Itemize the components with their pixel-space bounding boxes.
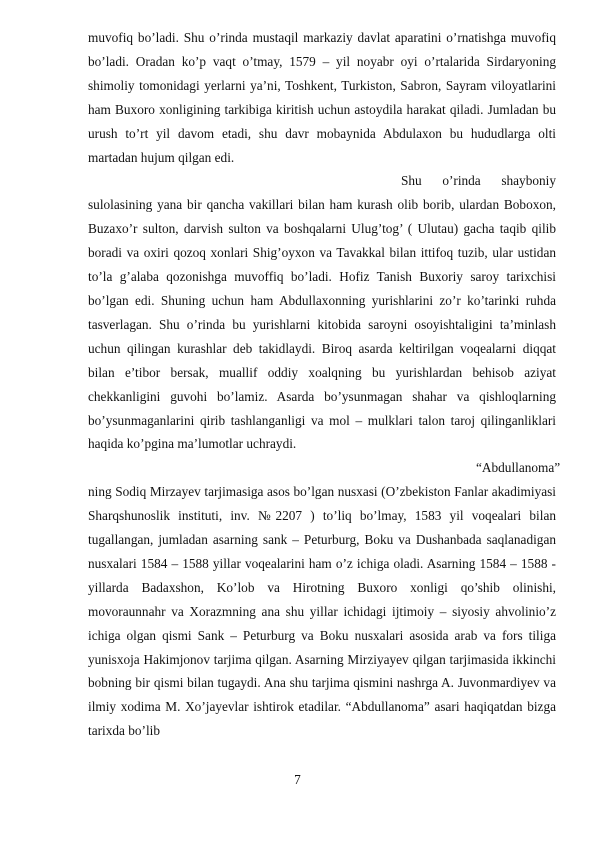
paragraph-2: Shu o’rinda shayboniy sulolasining yana bir qancha vakillari bilan ham kurash olib borib, ulardan Boboxon, Buzaxo’r sulton, darvish sulton va boshqalarni Ulug’tog’ ( Ulutau) gacha taqib qilib boradi va oxiri qozoq xonlari Shig’oyxon va Tavakkal bilan ittifoq tuzib, ular ustidan to’la g’alaba qozonishga muvoffiq bo’ladi. Hofiz Tanish Buxoriy saroy tarixchisi bo’lgan edi. Shuning uchun ham Abdullaxonning yurishlarini zo’r ko’tarinki ruhda tasverlagan. Shu o’rinda bu yurishlarni kitobida saroyni osoyishtaligini ta’minlash uchun qilingan kurashlar deb takidlaydi. Biroq asarda keltirilgan voqealarni diqqat bilan e’tibor bersak, muallif oddiy xoalqning bu yurishlardan behisob aziyat chekkanligini guvohi bo’lamiz. Asarda bo’ysunmagan shahar va qishloqlarning bo’ysunmaganlarini qirib tashlanganligi va mol – mulklari talon taroj qilinganliklari haqida ko’pgina ma’lumotlar uchraydi. [88,173,556,452]
paragraph-3: “Abdullanoma” ning Sodiq Mirzayev tarjimasiga asos bo’lgan nusxasi (O’zbekiston Fanlar akadimiyasi Sharqshunoslik instituti, inv. №2207 ) to’liq bo’lmay, 1583 yil voqealari bilan tugallangan, jumladan asarning sank – Peturburg, Boku va Dushanbada saqlanadigan nusxalari 1584 – 1588 yillar voqealarini ham o’z ichiga oladi. Asarning 1584 – 1588 - yillarda Badaxshon, Ko’lob va Hirotning Buxoro xonligi qo’shib olinishi, movoraunnahr va Xorazmning ana shu yillar ichidagi ijtimoiy – siyosiy ahvolinio’z ichiga olgan qismi Sank – Peturburg va Boku nusxalari asosida arab va fors tiliga yunisxoja Hakimjonov tarjima qilgan. Asarning Mirziyayev qilgan tarjimasida ikkinchi bobning bir qismi bilan tugaydi. Ana shu tarjima qismini nashrga A. Juvonmardiyev va ilmiy xodima M. Xo’jayevlar ishtirok etadilar. “Abdullanoma” asari haqiqatdan bizga tarixda bo’lib [88,460,561,739]
document-body [88,26,561,743]
paragraph-1: muvofiq bo’ladi. Shu o’rinda mustaqil markaziy davlat aparatini o’rnatishga muvofiq bo’ladi. Oradan ko’p vaqt o’tmay, 1579 – yil noyabr oyi o’rtalarida Sirdaryoning shimoliy tomonidagi yerlarni ya’ni, Toshkent, Turkiston, Sabron, Sayram viloyatlarini ham Buxoro xonligining tarkibiga kiritish uchun astoydila harakat qiladi. Jumladan bu urush to’rt yil davom etadi, shu davr mobaynida Abdulaxon bu hududlarga olti martadan hujum qilgan edi. [88,30,556,165]
page-number: 7 [294,772,301,787]
